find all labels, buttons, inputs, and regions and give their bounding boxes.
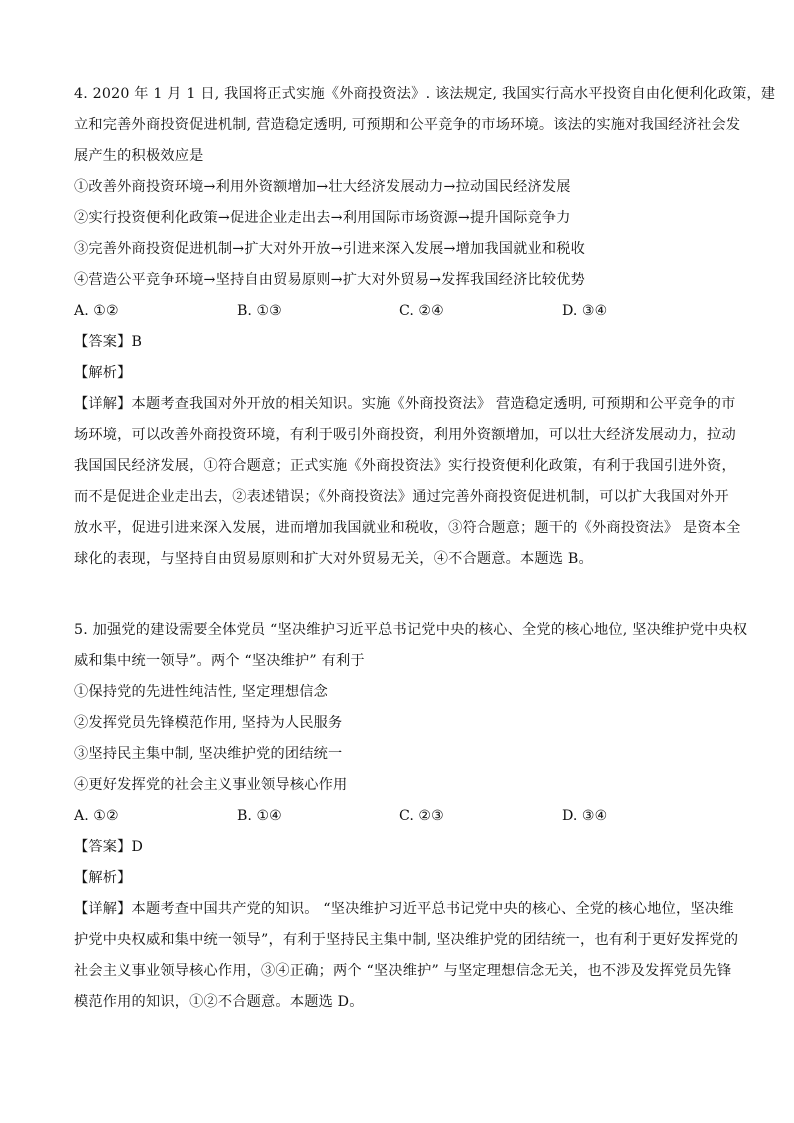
q4-item-2: ②实行投资便利化政策→促进企业走出去→利用国际市场资源→提升国际竞争力 — [74, 210, 571, 226]
q5-detail-line-1: 【详解】本题考查中国共产党的知识。 “坚决维护习近平总书记党中央的核心、全党的核心地位，坚决维 — [74, 901, 734, 917]
q5-item-1: ①保持党的先进性纯洁性, 坚定理想信念 — [74, 684, 329, 700]
q4-stem-line-2: 立和完善外商投资促进机制, 营造稳定透明, 可预期和公平竞争的市场环境。该法的实施对我国经济社会发 — [74, 117, 741, 133]
q4-detail-line-1: 【详解】本题考查我国对外开放的相关知识。实施《外商投资法》 营造稳定透明, 可预期和公平竞争的市 — [74, 396, 736, 412]
q5-item-2: ②发挥党员先锋模范作用, 坚持为人民服务 — [74, 715, 343, 731]
q4-item-3: ③完善外商投资促进机制→扩大对外开放→引进来深入发展→增加我国就业和税收 — [74, 241, 586, 257]
q4-option-d: D. ③④ — [562, 303, 608, 319]
q4-detail-line-2: 场环境，可以改善外商投资环境，有利于吸引外商投资，利用外资额增加，可以壮大经济发展动力，拉动 — [74, 427, 736, 443]
q5-stem-line-1: 5. 加强党的建设需要全体党员 “坚决维护习近平总书记党中央的核心、全党的核心地位, 坚决维护党中央权 — [74, 622, 748, 638]
q5-option-c: C. ②③ — [399, 808, 444, 824]
q5-stem-line-2: 威和集中统一领导”。两个 “坚决维护” 有利于 — [74, 653, 365, 669]
q4-item-4: ④营造公平竞争环境→坚持自由贸易原则→扩大对外贸易→发挥我国经济比较优势 — [74, 272, 586, 288]
q5-detail-line-4: 模范作用的知识，①②不合题意。本题选 D。 — [74, 994, 364, 1010]
q5-answer: 【答案】D — [74, 839, 144, 855]
q5-detail-line-3: 社会主义事业领导核心作用，③④正确；两个 “坚决维护” 与坚定理想信念无关，也不涉及发挥党员先锋 — [74, 963, 732, 979]
q5-option-b: B. ①④ — [237, 808, 282, 824]
q4-detail-line-6: 球化的表现，与坚持自由贸易原则和扩大对外贸易无关，④不合题意。本题选 B。 — [74, 551, 593, 567]
q5-detail-line-2: 护党中央权威和集中统一领导”，有利于坚持民主集中制, 坚决维护党的团结统一，也有利于更好发挥党的 — [74, 932, 739, 948]
q4-stem-line-1: 4. 2020 年 1 月 1 日, 我国将正式实施《外商投资法》. 该法规定, 我国实行高水平投资自由化便利化政策，建 — [74, 86, 776, 102]
q4-detail-line-4: 而不是促进企业走出去，②表述错误；《外商投资法》通过完善外商投资促进机制，可以扩大我国对外开 — [74, 489, 729, 505]
q4-item-1: ①改善外商投资环境→利用外资额增加→壮大经济发展动力→拉动国民经济发展 — [74, 179, 571, 195]
q4-option-c: C. ②④ — [399, 303, 444, 319]
q5-analysis-label: 【解析】 — [74, 870, 132, 886]
q4-option-a: A. ①② — [74, 303, 119, 319]
q4-detail-line-5: 放水平，促进引进来深入发展，进而增加我国就业和税收，③符合题意；题干的《外商投资法》 是资本全 — [74, 520, 741, 536]
q4-stem-line-3: 展产生的积极效应是 — [74, 148, 204, 164]
q5-option-d: D. ③④ — [562, 808, 608, 824]
q4-answer: 【答案】B — [74, 334, 143, 350]
q5-item-3: ③坚持民主集中制, 坚决维护党的团结统一 — [74, 746, 343, 762]
q5-option-a: A. ①② — [74, 808, 119, 824]
q4-option-b: B. ①③ — [237, 303, 282, 319]
q4-detail-line-3: 我国国民经济发展，①符合题意；正式实施《外商投资法》实行投资便利化政策，有利于我国引进外资， — [74, 458, 736, 474]
q4-analysis-label: 【解析】 — [74, 365, 132, 381]
q5-item-4: ④更好发挥党的社会主义事业领导核心作用 — [74, 777, 348, 793]
